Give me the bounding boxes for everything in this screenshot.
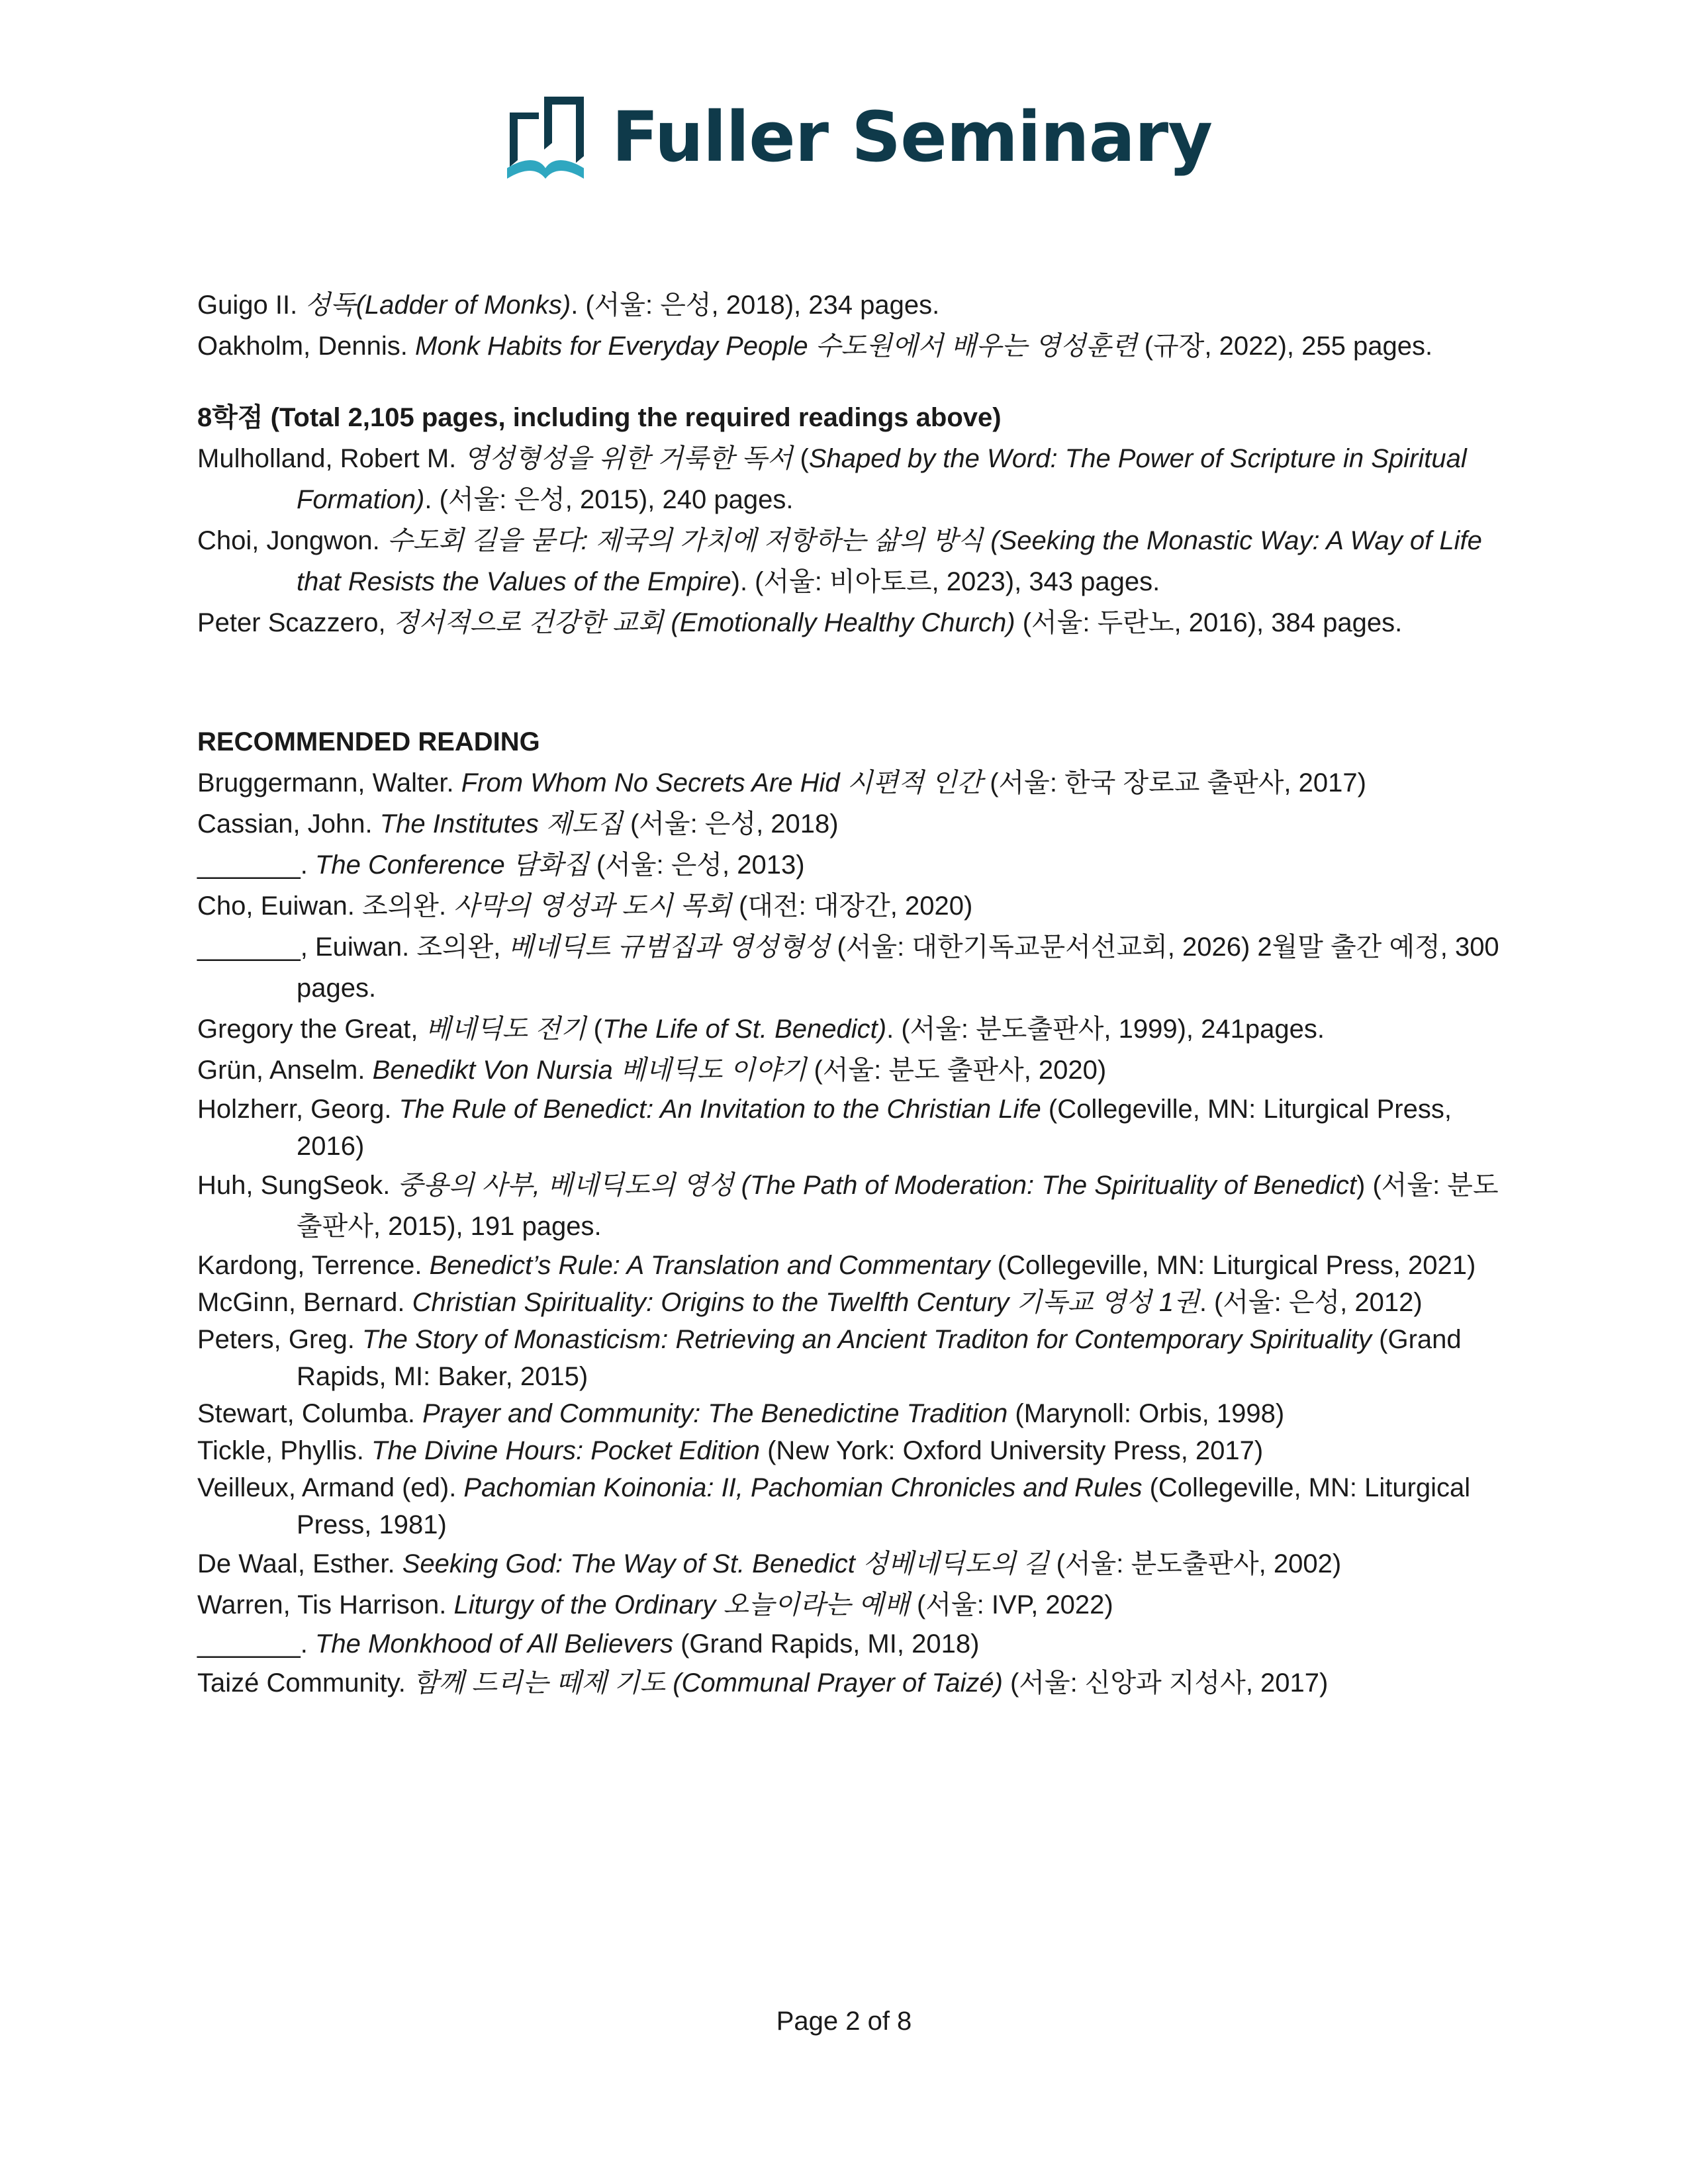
citation-veilleux: Veilleux, Armand (ed). Pachomian Koinonia: II, Pachomian Chronicles and Rules (Collegeville, MN: Liturgical Press, 1981) (197, 1473, 1471, 1539)
page-body (197, 285, 1521, 1704)
citation-bruggermann: Bruggermann, Walter. From Whom No Secrets Are Hid 시편적 인간 (서울: 한국 장로교 출판사, 2017) (197, 768, 1366, 797)
citation-gregory: Gregory the Great, 베네딕도 전기 (The Life of St. Benedict). (서울: 분도출판사, 1999), 241pages. (197, 1015, 1325, 1044)
citation-cassian-institutes: Cassian, John. The Institutes 제도집 (서울: 은성, 2018) (197, 809, 839, 839)
citation-kardong: Kardong, Terrence. Benedict’s Rule: A Translation and Commentary (Collegeville, MN: Liturgical Press, 2021) (197, 1251, 1476, 1280)
citation-cassian-conference: _______. The Conference 담화집 (서울: 은성, 2013) (197, 850, 805, 880)
fuller-logo (504, 94, 1212, 180)
citation-oakholm: Oakholm, Dennis. Monk Habits for Everyday People 수도원에서 배우는 영성훈련 (규장, 2022), 255 pages. (197, 332, 1433, 361)
citation-grun: Grün, Anselm. Benedikt Von Nursia 베네딕도 이야기 (서울: 분도 출판사, 2020) (197, 1056, 1107, 1085)
citation-mcginn: McGinn, Bernard. Christian Spirituality: Origins to the Twelfth Century 기독교 영성 1권. (서울: 은성, 2012) (197, 1288, 1423, 1317)
citation-choi: Choi, Jongwon. 수도회 길을 묻다: 제국의 가치에 저항하는 삶의 방식 (Seeking the Monastic Way: A Way of Life that Resists the Values of the Empire). (서울: 비아토르, 2023), 343 pages. (197, 526, 1482, 596)
citation-peters: Peters, Greg. The Story of Monasticism: Retrieving an Ancient Traditon for Contemporary Spirituality (Grand Rapids, MI: Baker, 2015) (197, 1325, 1462, 1391)
section-heading-recommended: RECOMMENDED READING (197, 727, 540, 756)
citation-guigo: Guigo II. 성독(Ladder of Monks). (서울: 은성, 2018), 234 pages. (197, 291, 940, 320)
citation-holzherr: Holzherr, Georg. The Rule of Benedict: An Invitation to the Christian Life (Collegeville, MN: Liturgical Press, 2016) (197, 1095, 1452, 1161)
citation-stewart: Stewart, Columba. Prayer and Community: The Benedictine Tradition (Marynoll: Orbis, 1998) (197, 1399, 1285, 1428)
brand-name: Fuller Seminary (612, 97, 1212, 177)
citation-scazzero: Peter Scazzero, 정서적으로 건강한 교회 (Emotionally Healthy Church) (서울: 두란노, 2016), 384 pages. (197, 608, 1403, 637)
citation-mulholland: Mulholland, Robert M. 영성형성을 위한 거룩한 독서 (Shaped by the Word: The Power of Scripture in Spiritual Formation). (서울: 은성, 2015), 240 pages. (197, 444, 1467, 514)
citation-taize: Taizé Community. 함께 드리는 떼제 기도 (Communal Prayer of Taizé) (서울: 신앙과 지성사, 2017) (197, 1668, 1329, 1698)
section-heading-8-credits: 8학점 (Total 2,105 pages, including the required readings above) (197, 403, 1002, 432)
book-logo-icon (504, 94, 586, 180)
citation-de-waal: De Waal, Esther. Seeking God: The Way of St. Benedict 성베네딕도의 길 (서울: 분도출판사, 2002) (197, 1549, 1342, 1578)
citation-huh: Huh, SungSeok. 중용의 사부, 베네딕도의 영성 (The Path of Moderation: The Spirituality of Benedict) (서울: 분도출판사, 2015), 191 pages. (197, 1171, 1499, 1241)
citation-warren-monkhood: _______. The Monkhood of All Believers (Grand Rapids, MI, 2018) (197, 1629, 980, 1659)
citation-cho-benedict: _______, Euiwan. 조의완, 베네딕트 규범집과 영성형성 (서울: 대한기독교문서선교회, 2026) 2월말 출간 예정, 300 pages. (197, 933, 1499, 1003)
citation-cho-desert: Cho, Euiwan. 조의완. 사막의 영성과 도시 목회 (대전: 대장간, 2020) (197, 891, 973, 921)
citation-warren-liturgy: Warren, Tis Harrison. Liturgy of the Ordinary 오늘이라는 예배 (서울: IVP, 2022) (197, 1590, 1113, 1619)
citation-tickle: Tickle, Phyllis. The Divine Hours: Pocket Edition (New York: Oxford University Press, 2017) (197, 1436, 1264, 1465)
page-number: Page 2 of 8 (776, 2007, 912, 2036)
